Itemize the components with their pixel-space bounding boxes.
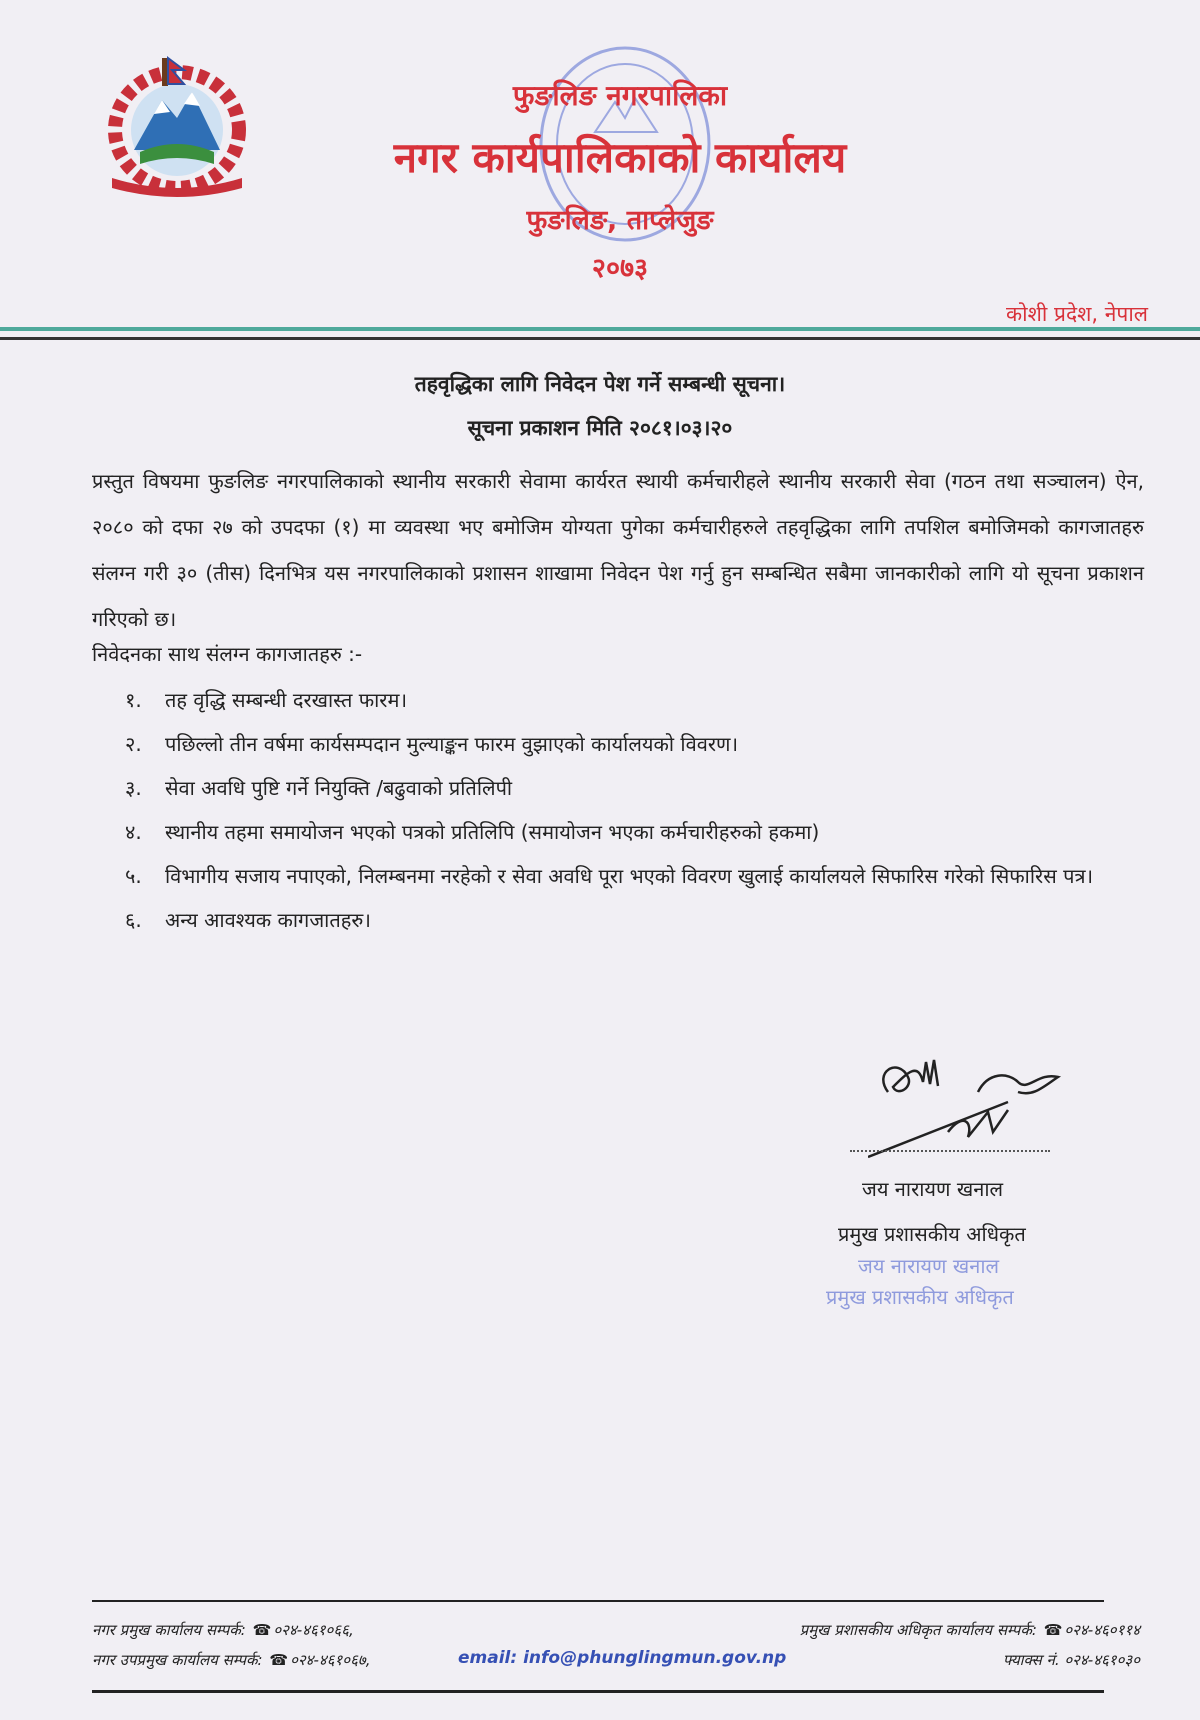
signatory-name: जय नारायण खनाल: [862, 1177, 1004, 1201]
cao-office-contact: [800, 1620, 1140, 1640]
notice-date: सूचना प्रकाशन मिति २०८१।०३।२०: [467, 416, 733, 440]
notice-title: तहवृद्धिका लागि निवेदन पेश गर्ने सम्बन्धी सूचना।: [414, 372, 786, 396]
deputy-office-label: नगर उपप्रमुख कार्यालय सम्पर्क:: [92, 1651, 263, 1669]
list-item-text: तह वृद्धि सम्बन्धी दरखास्त फारम।: [165, 688, 408, 712]
list-item-text: अन्य आवश्यक कागजातहरु।: [165, 908, 371, 932]
signature-line: [850, 1150, 1050, 1152]
list-item: [125, 810, 1125, 854]
mayor-office-phone: ०२४-४६१०६६,: [273, 1621, 354, 1639]
list-item: [125, 722, 1125, 766]
mayor-office-contact: [92, 1620, 354, 1640]
list-item-number: ३.: [125, 776, 142, 800]
municipality-name: फुङलिङ नगरपालिका: [512, 79, 728, 112]
handwritten-signature-icon: [868, 1052, 1068, 1164]
list-item-text: सेवा अवधि पुष्टि गर्ने नियुक्ति /बढुवाको प्रतिलिपी: [165, 776, 513, 800]
attachments-list: [125, 678, 1125, 942]
cao-office-phone: ०२४-४६०११४: [1064, 1621, 1140, 1639]
list-item: [125, 854, 1125, 898]
list-item-text: विभागीय सजाय नपाएको, निलम्बनमा नरहेको र सेवा अवधि पूरा भएको विवरण खुलाई कार्यालयले सिफारिस गरेको सिफारिस पत्र।: [165, 864, 1094, 888]
email-address: email: info@phunglingmun.gov.np: [458, 1648, 787, 1668]
signatory-title: प्रमुख प्रशासकीय अधिकृत: [838, 1222, 1026, 1246]
province-label: कोशी प्रदेश, नेपाल: [1006, 302, 1148, 326]
deputy-office-contact: [92, 1650, 370, 1670]
list-item-number: १.: [125, 688, 142, 712]
cao-office-label: प्रमुख प्रशासकीय अधिकृत कार्यालय सम्पर्क:: [799, 1621, 1037, 1639]
list-item-text: स्थानीय तहमा समायोजन भएको पत्रको प्रतिलिपि (समायोजन भएका कर्मचारीहरुको हकमा): [165, 820, 820, 844]
fax-number: फ्याक्स नं. ०२४-४६१०३०: [1002, 1651, 1140, 1669]
seal-stamp-name: जय नारायण खनाल: [858, 1254, 1000, 1278]
list-item-number: ५.: [125, 864, 142, 888]
established-year: २०७३: [591, 253, 649, 284]
list-item-number: ४.: [125, 820, 142, 844]
mayor-office-label: नगर प्रमुख कार्यालय सम्पर्क:: [92, 1621, 246, 1639]
attachments-heading: निवेदनका साथ संलग्न कागजातहरु :-: [92, 642, 363, 666]
footer-divider-top: [92, 1600, 1104, 1602]
list-item: [125, 678, 1125, 722]
list-item: [125, 766, 1125, 810]
footer-divider-bottom: [92, 1690, 1104, 1693]
list-item-number: २.: [125, 732, 142, 756]
phone-icon: ☎: [252, 1621, 272, 1639]
header-divider-teal: [0, 327, 1200, 331]
list-item-number: ६.: [125, 908, 142, 932]
phone-icon: ☎: [1043, 1621, 1063, 1639]
seal-stamp-title: प्रमुख प्रशासकीय अधिकृत: [826, 1285, 1014, 1309]
office-address: फुङलिङ, ताप्लेजुङ: [526, 205, 714, 236]
deputy-office-phone: ०२४-४६१०६७,: [290, 1651, 371, 1669]
list-item-text: पछिल्लो तीन वर्षमा कार्यसम्पदान मुल्याङ्कन फारम वुझाएको कार्यालयको विवरण।: [165, 732, 739, 756]
phone-icon: ☎: [269, 1651, 289, 1669]
list-item: [125, 898, 1125, 942]
office-name: नगर कार्यपालिकाको कार्यालय: [393, 133, 847, 182]
header-divider-black: [0, 337, 1200, 340]
notice-body: प्रस्तुत विषयमा फुङलिङ नगरपालिकाको स्थानीय सरकारी सेवामा कार्यरत स्थायी कर्मचारीहले स्थानीय सरकारी सेवा (गठन तथा सञ्चालन) ऐन, २०८० को दफा २७ को उपदफा (१) मा व्यवस्था भए बमोजिम योग्यता पुगेका कर्मचारीहरुले तहवृद्धिका लागि तपशिल बमोजिमको कागजातहरु संलग्न गरी ३० (तीस) दिनभित्र यस नगरपालिकाको प्रशासन शाखामा निवेदन पेश गर्नु हुन सम्बन्धित सबैमा जानकारीको लागि यो सूचना प्रकाशन गरिएको छ।: [92, 469, 1144, 631]
